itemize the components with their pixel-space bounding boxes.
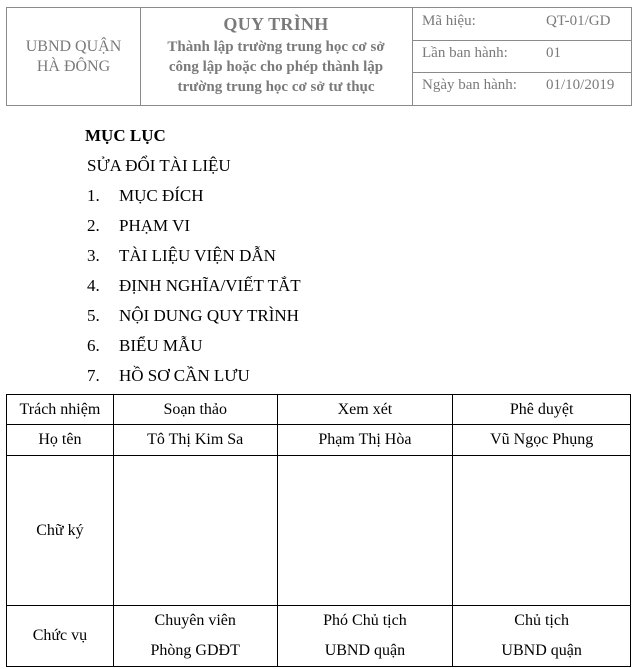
- toc-item: [87, 186, 204, 206]
- metadata-cell: [412, 8, 631, 105]
- toc-item-number: 3.: [87, 246, 100, 265]
- subtitle-line2: công lập hoặc cho phép thành lập: [168, 59, 384, 75]
- issue-label: Lần ban hành:: [422, 45, 508, 61]
- drafter-position: [113, 606, 277, 667]
- drafter-name: Tô Thị Kim Sa: [113, 425, 277, 456]
- date-value: 01/10/2019: [546, 77, 615, 93]
- organization-line2: HÀ ĐÔNG: [36, 57, 111, 75]
- toc-item: [87, 276, 301, 296]
- toc-item-label: ĐỊNH NGHĨA/VIẾT TẮT: [119, 276, 301, 295]
- toc-item-number: 5.: [87, 306, 100, 325]
- reviewer-name: Phạm Thị Hòa: [277, 425, 453, 456]
- toc-item-number: 1.: [87, 186, 100, 205]
- toc-item: [87, 366, 250, 386]
- date-row: [412, 72, 631, 104]
- toc-item: [87, 336, 203, 356]
- toc-item-label: TÀI LIỆU VIỆN DẪN: [119, 246, 276, 265]
- toc-item-label: PHẠM VI: [119, 216, 191, 235]
- reviewer-position-line2: UBND quận: [324, 642, 406, 659]
- name-label: Họ tên: [7, 425, 114, 456]
- reviewer-position-line1: Phó Chủ tịch: [323, 612, 407, 629]
- signature-row: [7, 456, 631, 606]
- drafter-position-line2: Phòng GDĐT: [150, 642, 240, 659]
- document-header: [6, 7, 632, 106]
- drafter-signature: [113, 456, 277, 606]
- code-row: [412, 8, 631, 41]
- subtitle-line3: trường trung học cơ sở tư thục: [177, 79, 375, 95]
- subtitle-line1: Thành lập trường trung học cơ sở: [167, 39, 385, 55]
- title-cell: [140, 8, 413, 105]
- issue-value: 01: [546, 45, 561, 61]
- reviewer-position: [277, 606, 453, 667]
- signature-label: Chữ ký: [7, 456, 114, 606]
- position-row: [7, 606, 631, 667]
- toc-item: [87, 216, 190, 236]
- signature-table: [6, 394, 631, 667]
- toc-item-number: 7.: [87, 366, 100, 385]
- header-row: [7, 395, 631, 425]
- code-value: QT-01/GD: [546, 13, 611, 29]
- drafter-position-line1: Chuyên viên: [154, 612, 236, 629]
- toc-item-number: 2.: [87, 216, 100, 235]
- approver-name: Vũ Ngọc Phụng: [453, 425, 631, 456]
- organization-cell: [7, 8, 141, 105]
- toc-item-label: HỒ SƠ CẦN LƯU: [119, 366, 250, 385]
- toc-item: [87, 246, 276, 266]
- document-title: QUY TRÌNH: [223, 14, 329, 34]
- approver-signature: [453, 456, 631, 606]
- toc-item-number: 6.: [87, 336, 100, 355]
- approver-position-line1: Chủ tịch: [514, 612, 569, 629]
- reviewer-header: Xem xét: [277, 395, 453, 425]
- reviewer-signature: [277, 456, 453, 606]
- toc-item-label: BIỂU MẪU: [119, 336, 203, 355]
- approver-header: Phê duyệt: [453, 395, 631, 425]
- toc-item-number: 4.: [87, 276, 100, 295]
- toc-item-label: NỘI DUNG QUY TRÌNH: [119, 306, 299, 325]
- organization-line1: UBND QUẬN: [25, 37, 122, 55]
- toc-title: MỤC LỤC: [85, 126, 166, 145]
- document-subtitle: [140, 37, 412, 97]
- code-label: Mã hiệu:: [422, 13, 476, 29]
- position-label: Chức vụ: [7, 606, 114, 667]
- toc-revision: SỬA ĐỔI TÀI LIỆU: [87, 156, 231, 175]
- approver-position: [453, 606, 631, 667]
- responsibility-header: Trách nhiệm: [7, 395, 114, 425]
- toc-item: [87, 306, 299, 326]
- approver-position-line2: UBND quận: [501, 642, 582, 659]
- issue-row: [412, 40, 631, 73]
- name-row: [7, 425, 631, 456]
- toc-item-label: MỤC ĐÍCH: [119, 186, 204, 205]
- date-label: Ngày ban hành:: [422, 77, 517, 93]
- drafter-header: Soạn thảo: [113, 395, 277, 425]
